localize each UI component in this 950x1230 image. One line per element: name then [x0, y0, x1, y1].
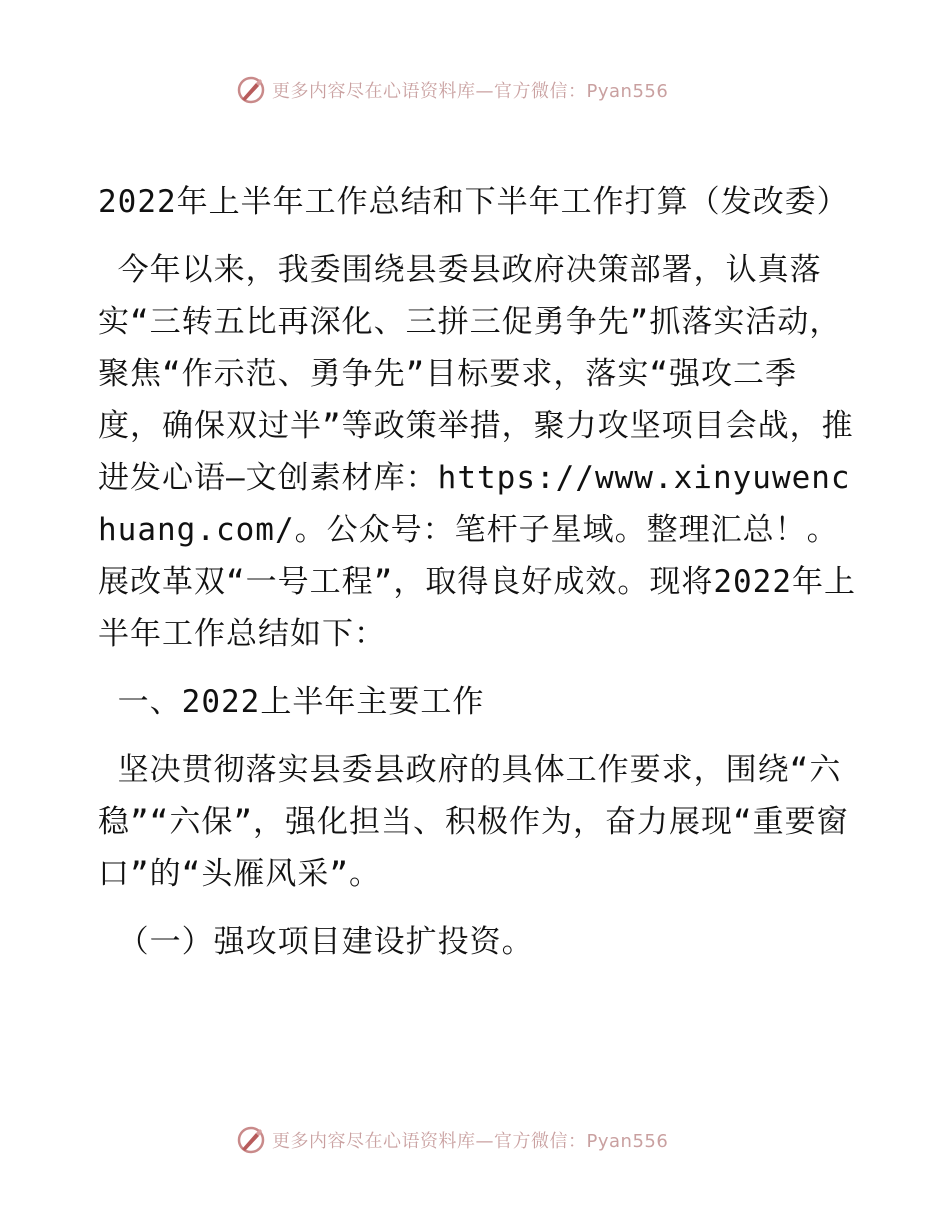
section-heading: 一、2022上半年主要工作	[98, 684, 485, 720]
watermark-header	[236, 73, 668, 107]
pen-logo-icon	[236, 1125, 266, 1155]
watermark-text: 更多内容尽在心语资料库—官方微信：Pyan556	[272, 81, 669, 102]
pen-logo-icon	[236, 75, 266, 105]
document-title: 2022年上半年工作总结和下半年工作打算（发改委）	[98, 132, 849, 220]
watermark-footer	[236, 1123, 668, 1157]
intro-paragraph: 今年以来，我委围绕县委县政府决策部署，认真落实“三转五比再深化、三拼三促勇争先”抓落实活动，聚焦“作示范、勇争先”目标要求，落实“强攻二季度，确保双过半”等政策举措，聚力攻坚项目会战，推进发心语—文创素材库：https://www.xinyuwenchuang.com/。公众号：笔杆子星域。整理汇总！。展改革双“一号工程”，取得良好成效。现将2022年上半年工作总结如下：	[98, 252, 856, 652]
document-body	[98, 124, 858, 968]
subsection-heading: （一）强攻项目建设扩投资。	[98, 924, 534, 960]
section-paragraph: 坚决贯彻落实县委县政府的具体工作要求，围绕“六稳”“六保”，强化担当、积极作为，奋力展现“重要窗口”的“头雁风采”。	[98, 752, 849, 892]
watermark-text: 更多内容尽在心语资料库—官方微信：Pyan556	[272, 1131, 669, 1152]
